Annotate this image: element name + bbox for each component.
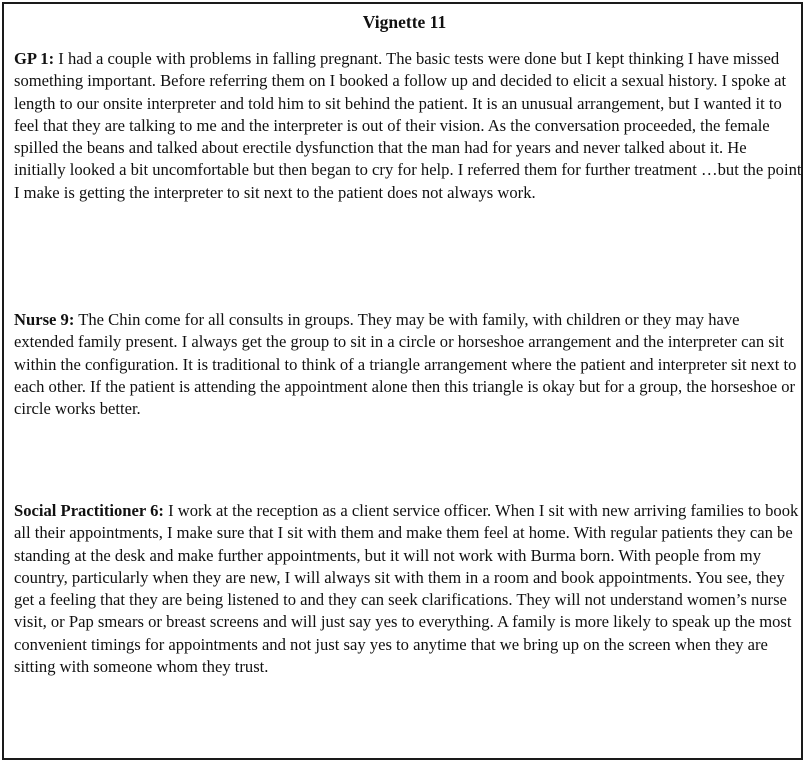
speaker-label: Social Practitioner 6:	[14, 501, 164, 520]
entry-gp-1	[14, 48, 802, 204]
vignette-box	[2, 2, 803, 760]
entry-text: I had a couple with problems in falling pregnant. The basic tests were done but I kept thinking I have missed something important. Before referring them on I booked a follow up and decided to elicit a sexual history. I spoke at length to our onsite interpreter and told him to sit behind the patient. It is an unusual arrangement, but I wanted it to feel that they are talking to me and the interpreter is out of their vision. As the conversation proceeded, the female spilled the beans and talked about erectile dysfunction that the man had for years and never talked about it. He initially looked a bit uncomfortable but then began to cry for help. I referred them for further treatment …but the point I make is getting the interpreter to sit next to the patient does not always work.	[14, 49, 802, 202]
entry-text: I work at the reception as a client service officer. When I sit with new arriving families to book all their appointments, I make sure that I sit with them and make them feel at home. With regular patients they can be standing at the desk and make further appointments, but it will not work with Burma born. With people from my country, particularly when they are new, I will always sit with them in a room and book appointments. You see, they get a feeling that they are being listened to and they can seek clarifications. They will not understand women’s nurse visit, or Pap smears or breast screens and will just say yes to everything. A family is more likely to speak up the most convenient timings for appointments and not just say yes to anytime that we bring up on the screen when they are sitting with someone whom they trust.	[14, 501, 799, 677]
entry-social-practitioner-6	[14, 500, 802, 678]
speaker-label: GP 1:	[14, 49, 55, 68]
speaker-label: Nurse 9:	[14, 310, 75, 329]
entry-nurse-9	[14, 309, 802, 420]
vignette-title: Vignette 11	[362, 12, 447, 32]
entry-text: The Chin come for all consults in groups. They may be with family, with children or they may have extended family present. I always get the group to sit in a circle or horseshoe arrangement and the interpreter can sit within the configuration. It is traditional to think of a triangle arrangement where the patient and interpreter sit next to each other. If the patient is attending the appointment alone then this triangle is okay but for a group, the horseshoe or circle works better.	[14, 310, 797, 419]
